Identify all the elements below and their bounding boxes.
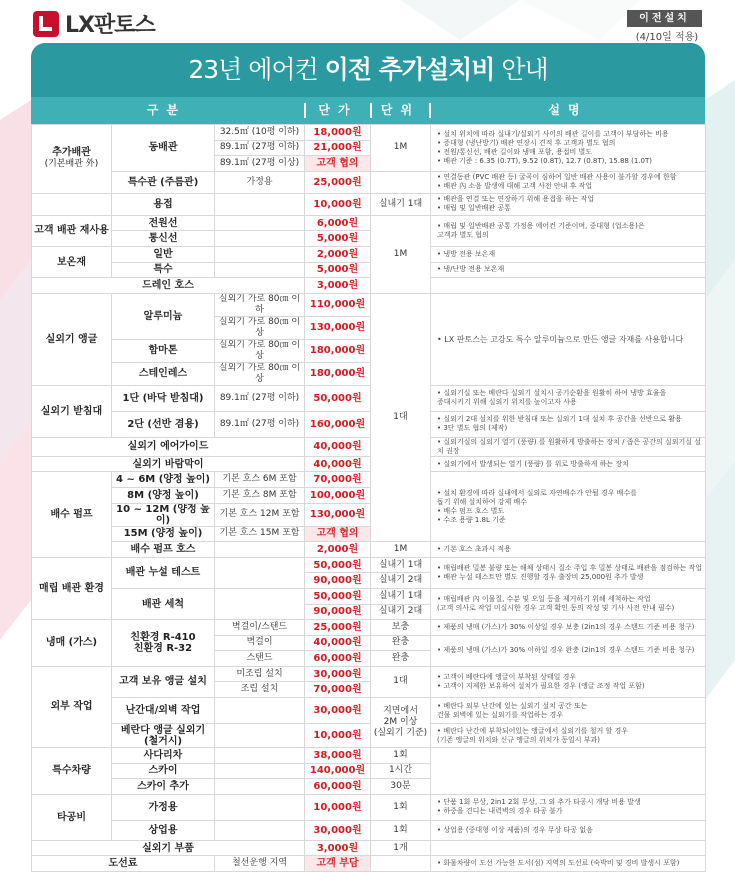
desc-cell: • 상업용 (중대형 이상 제품)의 경우 무상 타공 없음 — [431, 820, 706, 840]
spec-cell — [215, 794, 305, 820]
subcategory-cell: 친환경 R-410 친환경 R-32 — [112, 620, 215, 667]
category-cell: 특수차량 — [32, 748, 112, 795]
desc-cell: • 실외기실 또는 베란다 실외기 설치시 공기순환을 원활히 하여 냉방 효율을 증대시키기 위해 실외기 위치를 높이고자 사용 — [431, 385, 706, 411]
desc-cell: • 베란다 외부 난간에 있는 실외기 설치 공간 또는 건물 외벽에 있는 실외기를 작업하는 경우 — [431, 698, 706, 724]
spec-cell: 가정용 — [215, 171, 305, 193]
table-row — [32, 262, 706, 278]
header-desc: 설명 — [548, 103, 588, 117]
table-row — [32, 246, 706, 262]
spec-cell: 기본 호스 12M 포함 — [215, 503, 305, 526]
subcategory-cell: 4 ~ 6M (양정 높이) — [112, 472, 215, 488]
category-cell: 실외기 앵글 — [32, 293, 112, 385]
subcategory-cell: 상업용 — [112, 820, 215, 840]
table-row — [32, 385, 706, 411]
subcategory-cell: 알루미늄 — [112, 293, 215, 339]
subcategory-cell: 스카이 — [112, 763, 215, 779]
table-row — [32, 411, 706, 437]
price-cell: 2,000원 — [305, 246, 371, 262]
spec-cell — [215, 779, 305, 795]
spec-cell: 벽걸이/스탠드 — [215, 620, 305, 636]
subcategory-cell: 일반 — [112, 246, 215, 262]
price-cell: 38,000원 — [305, 748, 371, 764]
desc-cell: • 제품의 냉매 (가스)가 30% 이상일 경우 보충 (2in1의 경우 스탠드 기준 비용 청구) — [431, 620, 706, 636]
unit-cell: 1회 — [371, 748, 431, 764]
price-cell: 100,000원 — [305, 487, 371, 503]
desc-cell: • LX 판토스는 고강도 특수 알루미늄으로 만든 앵글 자재를 사용합니다 — [431, 293, 706, 385]
price-cell: 5,000원 — [305, 262, 371, 278]
table-row — [32, 278, 706, 294]
table-row — [32, 557, 706, 573]
category-cell: 매립 배관 환경 — [32, 557, 112, 619]
spec-cell: 벽걸이 — [215, 635, 305, 651]
price-cell: 25,000원 — [305, 171, 371, 193]
table-header — [31, 97, 705, 124]
unit-cell: 실내기 2대 — [371, 573, 431, 589]
table-row — [32, 456, 706, 472]
subcategory-cell: 2단 (선반 겸용) — [112, 411, 215, 437]
title-post: 안내 — [494, 55, 548, 84]
unit-cell: 완충 — [371, 651, 431, 667]
unit-cell: 실내기 1대 — [371, 588, 431, 604]
spec-cell — [215, 588, 305, 619]
lx-logo-icon — [33, 11, 59, 37]
table-row — [32, 666, 706, 682]
unit-cell: 30분 — [371, 779, 431, 795]
category-cell — [32, 193, 112, 215]
desc-cell: • 연결동관 (PVC 배관 등) 굴곡이 심하여 일반 배관 사용이 불가할 경우에 한함 • 배관 內 소음 발생에 대해 고객 사전 안내 후 작업 — [431, 171, 706, 193]
price-cell: 60,000원 — [305, 779, 371, 795]
brand-logo — [33, 8, 155, 39]
spec-cell: 미조립 설치 — [215, 666, 305, 682]
desc-cell: • 배관을 연결 또는 연장하기 위해 용접을 하는 작업 • 매립 및 일반배관 공통 — [431, 193, 706, 215]
category-cell: 실외기 에어가이드 — [32, 437, 305, 456]
unit-cell: 1M — [371, 542, 431, 558]
spec-cell: 실외기 가로 80㎝ 이상 — [215, 316, 305, 339]
price-cell: 130,000원 — [305, 316, 371, 339]
table-row — [32, 542, 706, 558]
category-cell: 보온재 — [32, 246, 112, 277]
price-cell: 고객 협의 — [305, 156, 371, 172]
unit-cell — [371, 171, 431, 193]
spec-cell: 스탠드 — [215, 651, 305, 667]
price-cell: 21,000원 — [305, 140, 371, 156]
price-cell: 18,000원 — [305, 125, 371, 141]
price-cell: 90,000원 — [305, 573, 371, 589]
price-cell: 70,000원 — [305, 472, 371, 488]
unit-cell: 완충 — [371, 635, 431, 651]
spec-cell — [215, 246, 305, 262]
subcategory-cell: 통신선 — [112, 231, 215, 247]
unit-cell: 지면에서 2M 이상 (실외기 기준) — [371, 698, 431, 748]
subcategory-cell: 고객 보유 앵글 설치 — [112, 666, 215, 697]
price-cell: 160,000원 — [305, 411, 371, 437]
unit-cell: 1대 — [371, 666, 431, 697]
desc-cell: • 고객이 베란다에 앵글이 부착된 상태일 경우 • 고객이 지제한 보유하여 설치가 필요한 경우 (앵글 조정 작업 포함) — [431, 666, 706, 697]
price-cell: 110,000원 — [305, 293, 371, 316]
desc-cell: • 매립배관 內 이물질, 수분 및 오일 등을 제거하기 위해 세척하는 작업 (고객 의사로 작업 미실시한 경우 고객 확인 동의 작성 및 기사 사전 안내 필수) — [431, 588, 706, 619]
subcategory-cell: 배관 세척 — [112, 588, 215, 619]
spec-cell: 32.5㎡ (10평 이하) — [215, 125, 305, 141]
unit-cell: 1회 — [371, 820, 431, 840]
subcategory-cell: 동배관 — [112, 125, 215, 172]
table-row — [32, 856, 706, 872]
unit-cell: 1개 — [371, 840, 431, 856]
desc-cell: • 매립 및 일반배관 공통 가정용 에어컨 기준이며, 중대형 (업소용)은 고객과 별도 협의 — [431, 215, 706, 246]
table-row — [32, 794, 706, 820]
price-cell: 130,000원 — [305, 503, 371, 526]
spec-cell — [215, 748, 305, 764]
desc-cell: • 베란다 난간에 부착되어있는 앵글에서 실외기를 철거 할 경우 (기존 앵글의 위치와 신규 앵글의 위치가 동일시 부과) — [431, 724, 706, 748]
spec-cell — [215, 724, 305, 748]
spec-cell: 실외기 가로 80㎝ 이상 — [215, 339, 305, 362]
spec-cell — [215, 231, 305, 247]
subcategory-cell: 1단 (바닥 받침대) — [112, 385, 215, 411]
desc-cell: • 단품 1회 무상, 2in1 2회 무상, 그 외 추가 타공시 개당 비용 발생 • 하중을 견디는 내력벽의 경우 타공 불가 — [431, 794, 706, 820]
spec-cell — [215, 820, 305, 840]
price-cell: 50,000원 — [305, 588, 371, 604]
price-table — [31, 124, 706, 872]
category-cell: 드레인 호스 — [32, 278, 305, 294]
spec-cell — [215, 262, 305, 278]
category-cell: 도선료 — [32, 856, 215, 872]
table-row — [32, 215, 706, 231]
table-row — [32, 293, 706, 316]
subcategory-cell: 특수관 (주름관) — [112, 171, 215, 193]
desc-cell: • 실외기에서 발생되는 열기 (풍량) 를 위로 방출하게 하는 장치 — [431, 456, 706, 472]
subcategory-cell: 8M (양정 높이) — [112, 487, 215, 503]
page-title — [31, 43, 705, 97]
subcategory-cell: 배관 누설 테스트 — [112, 557, 215, 588]
brand-name: LX판토스 — [65, 13, 155, 38]
category-cell: 타공비 — [32, 794, 112, 840]
category-cell: 실외기 부품 — [32, 840, 305, 856]
header-category: 구분 — [146, 103, 187, 117]
desc-cell: • 실외기실의 실외기 열기 (풍량) 를 원활하게 방출하는 장치 / 좁은 공간의 실외기실 설치 권장 — [431, 437, 706, 456]
price-cell: 140,000원 — [305, 763, 371, 779]
subcategory-cell: 사다리차 — [112, 748, 215, 764]
title-bold: 이전 추가설치비 — [324, 55, 495, 84]
price-cell: 40,000원 — [305, 635, 371, 651]
desc-cell: • 매립배관 밀봉 불량 또는 해체 상태시 질소 주입 후 밀봉 상태로 배관을 점검하는 작업 • 배관 누설 테스트만 별도 진행할 경우 출장비 25,000원 추가 발생 — [431, 557, 706, 588]
spec-cell: 89.1㎡ (27평 이하) — [215, 385, 305, 411]
header-divider — [304, 103, 306, 118]
spec-cell: 기본 호스 6M 포함 — [215, 472, 305, 488]
desc-cell: • 냉방 전용 보온재 — [431, 246, 706, 262]
category-cell: 추가배관 (기본배관 外) — [32, 125, 112, 194]
unit-cell: 1시간 — [371, 763, 431, 779]
category-cell: 실외기 바람막이 — [32, 456, 305, 472]
unit-cell: 보충 — [371, 620, 431, 636]
price-cell: 70,000원 — [305, 682, 371, 698]
desc-cell: • 냉/난방 전용 보온재 — [431, 262, 706, 278]
table-row — [32, 724, 706, 748]
price-cell: 3,000원 — [305, 278, 371, 294]
subcategory-cell: 가정용 — [112, 794, 215, 820]
table-row — [32, 698, 706, 724]
desc-cell: • 설치 위치에 따라 실내기/실외기 사이의 배관 길이를 고객이 부담하는 비용 • 증대형 (냉난방기) 배관 연장시 견적 후 고객과 별도 협의 • 전원/통신선, 배관 길이와 냉매 포함, 용접비 별도 • 배관 기준 : 6.35 (0.7T), 9.52 (0.8T), 12.7 (0.8T), 15.88 (1.0T) — [431, 125, 706, 172]
spec-cell: 실외기 가로 80㎝ 이하 — [215, 293, 305, 316]
table-row — [32, 437, 706, 456]
category-cell: 고객 배관 재사용 — [32, 215, 112, 246]
desc-cell — [431, 840, 706, 856]
price-cell: 30,000원 — [305, 666, 371, 682]
unit-cell: 1대 — [371, 293, 431, 541]
unit-cell: 실내기 2대 — [371, 604, 431, 620]
spec-cell: 89.1㎡ (27평 이하) — [215, 140, 305, 156]
subcategory-cell: 10 ~ 12M (양정 높이) — [112, 503, 215, 526]
unit-cell: 1M — [371, 215, 431, 293]
price-cell: 90,000원 — [305, 604, 371, 620]
unit-cell: 1회 — [371, 794, 431, 820]
category-cell: 냉매 (가스) — [32, 620, 112, 667]
unit-cell: 실내기 1대 — [371, 193, 431, 215]
subcategory-cell: 전원선 — [112, 215, 215, 231]
table-row — [32, 193, 706, 215]
price-cell: 5,000원 — [305, 231, 371, 247]
table-row — [32, 748, 706, 764]
category-cell: 실외기 받침대 — [32, 385, 112, 437]
price-cell: 40,000원 — [305, 437, 371, 456]
subcategory-cell: 특수 — [112, 262, 215, 278]
spec-cell — [215, 557, 305, 588]
price-cell: 10,000원 — [305, 724, 371, 748]
table-row — [32, 620, 706, 636]
price-cell: 25,000원 — [305, 620, 371, 636]
table-row — [32, 588, 706, 604]
subcategory-cell: 난간대/외벽 작업 — [112, 698, 215, 724]
price-cell: 30,000원 — [305, 820, 371, 840]
subcategory-cell: 스카이 추가 — [112, 779, 215, 795]
desc-cell — [431, 748, 706, 795]
spec-cell: 89.1㎡ (27평 이하) — [215, 411, 305, 437]
desc-cell: • 기본 호스 초과시 적용 — [431, 542, 706, 558]
desc-cell: • 실외기 2대 설치를 위한 받침대 또는 실외기 1대 설치 후 공간을 선반으로 활용 • 3단 별도 협의 (제작) — [431, 411, 706, 437]
desc-cell — [431, 278, 706, 294]
subcategory-cell: 베란다 앵글 실외기 (철거시) — [112, 724, 215, 748]
price-cell: 6,000원 — [305, 215, 371, 231]
price-cell: 40,000원 — [305, 456, 371, 472]
table-row — [32, 840, 706, 856]
spec-cell — [215, 215, 305, 231]
install-type-badge: 이전설치 — [627, 10, 702, 27]
price-cell: 180,000원 — [305, 362, 371, 385]
spec-cell — [215, 542, 305, 558]
price-cell: 50,000원 — [305, 385, 371, 411]
effective-date: (4/10일 적용) — [635, 32, 699, 43]
header-price: 단가 — [318, 103, 358, 117]
unit-cell: 1M — [371, 125, 431, 172]
category-cell: 외부 작업 — [32, 666, 112, 747]
spec-cell: 철선운행 지역 — [215, 856, 305, 872]
price-cell: 2,000원 — [305, 542, 371, 558]
spec-cell: 기본 호스 15M 포함 — [215, 526, 305, 542]
spec-cell: 실외기 가로 80㎝ 이상 — [215, 362, 305, 385]
price-cell: 3,000원 — [305, 840, 371, 856]
title-pre: 23년 에어컨 — [188, 55, 325, 84]
table-row — [32, 125, 706, 141]
price-cell: 고객 협의 — [305, 526, 371, 542]
subcategory-cell: 15M (양정 높이) — [112, 526, 215, 542]
price-cell: 50,000원 — [305, 557, 371, 573]
spec-cell: 조립 설치 — [215, 682, 305, 698]
subcategory-cell: 배수 펌프 호스 — [112, 542, 215, 558]
table-row — [32, 820, 706, 840]
price-cell: 30,000원 — [305, 698, 371, 724]
header-unit: 단위 — [380, 103, 421, 117]
desc-cell: • 화물차량이 도선 가능한 도서(섬) 지역의 도선료 (숙박비 및 경비 발생시 포함) — [431, 856, 706, 872]
price-cell: 180,000원 — [305, 339, 371, 362]
unit-cell — [371, 856, 431, 872]
spec-cell: 89.1㎡ (27평 이상) — [215, 156, 305, 172]
price-cell: 10,000원 — [305, 794, 371, 820]
subcategory-cell: 용접 — [112, 193, 215, 215]
price-cell: 고객 부담 — [305, 856, 371, 872]
subcategory-cell: 스테인레스 — [112, 362, 215, 385]
category-cell: 배수 펌프 — [32, 472, 112, 557]
price-cell: 10,000원 — [305, 193, 371, 215]
price-cell: 60,000원 — [305, 651, 371, 667]
subcategory-cell: 함마톤 — [112, 339, 215, 362]
spec-cell — [215, 193, 305, 215]
spec-cell — [215, 763, 305, 779]
desc-cell: • 설치 환경에 따라 실내에서 실외로 자연배수가 안될 경우 배수를 돕기 위해 설치하여 강제 배수 • 배수 펌프 호스 별도 • 수조 용량 1.8L 기준 — [431, 472, 706, 542]
spec-cell — [215, 698, 305, 724]
spec-cell: 기본 호스 8M 포함 — [215, 487, 305, 503]
desc-cell: • 제품의 냉매 (가스)가 30% 이하일 경우 완충 (2in1의 경우 스탠드 기준 비용 청구) — [431, 635, 706, 666]
unit-cell: 실내기 1대 — [371, 557, 431, 573]
table-row — [32, 171, 706, 193]
table-row — [32, 472, 706, 488]
